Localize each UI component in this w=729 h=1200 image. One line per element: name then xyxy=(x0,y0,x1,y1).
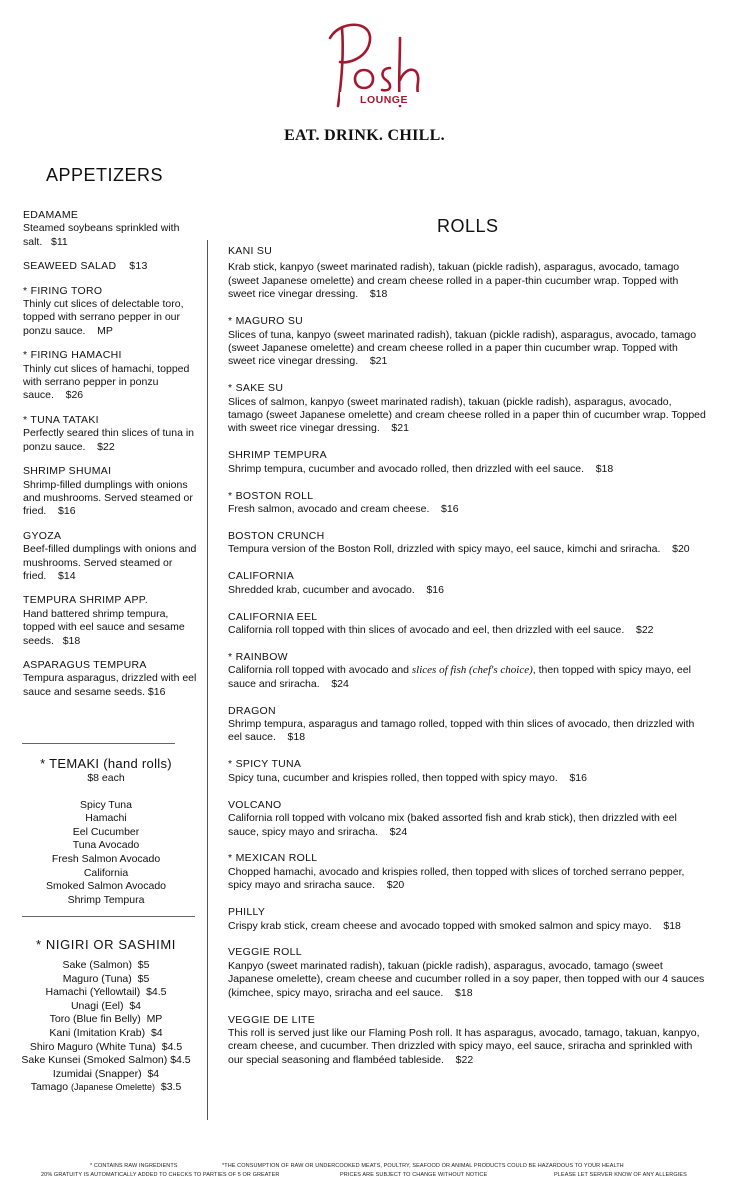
list-item: Smoked Salmon Avocado xyxy=(45,880,167,893)
item-desc: Thinly cut slices of hamachi, topped with serrano pepper in ponzu sauce. xyxy=(23,362,190,402)
item-price: $16 xyxy=(426,583,444,596)
list-item: Fresh Salmon Avocado xyxy=(51,852,161,865)
item-price: $13 xyxy=(129,260,148,273)
item-name: EDAMAME xyxy=(23,209,79,221)
item-desc: Tempura version of the Boston Roll, drizzled with spicy mayo, eel sauce, kimchi and sriracha. xyxy=(228,543,661,556)
section-divider xyxy=(22,743,175,744)
item-price: $4.5 xyxy=(170,1054,191,1067)
item-price: $4.5 xyxy=(146,986,167,999)
appetizers-list xyxy=(23,209,199,710)
item-name: VOLCANO xyxy=(228,798,282,811)
appetizer-item xyxy=(23,285,199,339)
item-name: Sake Kunsei (Smoked Salmon) xyxy=(21,1054,168,1067)
item-name: KANI SU xyxy=(228,245,273,257)
item-name: Hamachi (Yellowtail) xyxy=(45,986,141,999)
item-price: $22 xyxy=(635,624,654,637)
item-name: CALIFORNIA xyxy=(228,570,295,583)
appetizer-item xyxy=(23,209,199,249)
item-desc: California roll topped with volcano mix (baked assorted fish and krab stick), then drizzled with eel sauce, spicy mayo and sriracha. xyxy=(228,812,677,838)
list-item: California xyxy=(83,866,129,879)
item-name: Maguro (Tuna) xyxy=(62,972,132,985)
item-name: Kani (Imitation Krab) xyxy=(49,1026,146,1039)
item-desc: Shrimp tempura, cucumber and avocado rolled, then drizzled with eel sauce. xyxy=(228,462,585,475)
item-price: $24 xyxy=(331,677,349,690)
item-name: TEMPURA SHRIMP APP. xyxy=(23,594,148,607)
item-price: MP xyxy=(146,1013,163,1026)
temaki-section xyxy=(18,756,194,907)
item-price: $16 xyxy=(441,503,459,516)
list-item xyxy=(18,1081,194,1095)
appetizer-item xyxy=(23,594,199,648)
item-name: Toro (Blue fin Belly) xyxy=(49,1013,141,1026)
item-note: (Japanese Omelette) xyxy=(70,1082,156,1093)
item-price: $20 xyxy=(672,543,690,556)
item-desc: This roll is served just like our Flaming Posh roll. It has asparagus, avocado, tamago, takuan, kanpyo, cream cheese, and cucumber. Then drizzled with spicy mayo, eel sauce, sriracha and sprinkled with our special seasoning and flambéed tableside. xyxy=(228,1026,700,1066)
roll-item xyxy=(228,382,708,436)
item-desc: Perfectly seared thin slices of tuna in ponzu sauce. xyxy=(23,427,195,453)
item-desc: Shrimp-filled dumplings with onions and mushrooms. Served steamed or fried. xyxy=(23,478,193,518)
item-name: SHRIMP SHUMAI xyxy=(23,465,112,478)
footer-gratuity: 20% GRATUITY IS AUTOMATICALLY ADDED TO CHECKS TO PARTIES OF 5 OR GREATER xyxy=(41,1172,280,1178)
footer-prices: PRICES ARE SUBJECT TO CHANGE WITHOUT NOTICE xyxy=(340,1172,488,1178)
item-name: CALIFORNIA EEL xyxy=(228,610,318,623)
item-price: $21 xyxy=(369,355,388,368)
item-price: $4 xyxy=(147,1067,160,1080)
roll-item xyxy=(228,490,708,517)
item-name: GYOZA xyxy=(23,529,62,542)
item-desc: Crispy krab stick, cream cheese and avocado topped with smoked salmon and spicy mayo. xyxy=(228,919,652,932)
rolls-list xyxy=(228,245,708,1081)
item-name: SHRIMP TEMPURA xyxy=(228,449,327,462)
roll-item xyxy=(228,906,708,933)
item-price: $24 xyxy=(389,825,408,838)
item-desc: Slices of tuna, kanpyo (sweet marinated radish), takuan (pickle radish), asparagus, avocado, tamago (sweet Japanese omelette) and cream cheese rolled in a paper thin cucumber wrap. Topped with sweet rice vinegar dressing. xyxy=(228,328,697,368)
item-price: $26 xyxy=(65,389,84,402)
list-item xyxy=(18,1054,194,1068)
item-name: Unagi (Eel) xyxy=(70,999,124,1012)
item-desc: Slices of salmon, kanpyo (sweet marinated radish), takuan (pickle radish), asparagus, avocado, tamago (sweet Japanese omelette) and cream cheese rolled in a paper thin of cucumber wrap. Topped with sweet rice vinegar dressing. xyxy=(228,395,706,435)
appetizer-item xyxy=(23,349,199,403)
item-price: $4 xyxy=(129,999,142,1012)
roll-item xyxy=(228,449,708,476)
list-item xyxy=(18,1068,194,1082)
item-price: $16 xyxy=(569,771,587,784)
footer-consumption: *THE CONSUMPTION OF RAW OR UNDERCOOKED MEATS, POULTRY, SEAFOOD OR ANIMAL PRODUCTS COULD BE HAZARDOUS TO YOUR HEALTH xyxy=(222,1163,624,1169)
item-price: MP xyxy=(97,324,113,337)
item-price: $5 xyxy=(137,972,150,985)
item-desc: Shredded krab, cucumber and avocado. xyxy=(228,583,415,596)
item-name: BOSTON CRUNCH xyxy=(228,530,325,542)
item-name: Tamago xyxy=(30,1081,69,1094)
appetizer-item xyxy=(23,530,199,584)
list-item: Spicy Tuna xyxy=(80,798,132,811)
roll-item xyxy=(228,1014,708,1068)
item-name: DRAGON xyxy=(228,704,276,717)
item-price: $3.5 xyxy=(160,1081,182,1094)
item-desc: California roll topped with thin slices of avocado and eel, then drizzled with eel sauce. xyxy=(228,624,625,637)
temaki-price: $8 each xyxy=(87,772,125,784)
item-price: $16 xyxy=(58,505,76,518)
roll-item xyxy=(228,852,708,892)
item-name: * SPICY TUNA xyxy=(228,758,302,771)
logo-sub-text: LOUNGE xyxy=(360,94,408,106)
item-desc: Kanpyo (sweet marinated radish), takuan (pickle radish), asparagus, avocado, tamago (sweet Japanese omelette), cream cheese and cucumber rolled in a soy paper, then topped with our 4 sauces (kimchee, spicy mayo, sriracha and eel sauce. xyxy=(228,959,705,999)
item-price: $11 xyxy=(51,235,68,248)
list-item: Hamachi xyxy=(85,812,127,825)
item-desc: Thinly cut slices of delectable toro, topped with serrano pepper in our ponzu sauce. xyxy=(23,298,184,337)
item-desc: Chopped hamachi, avocado and krispies rolled, then topped with slices of torched serrano pepper, spicy mayo and sriracha sauce. xyxy=(228,865,685,892)
appetizer-item xyxy=(23,659,199,699)
item-price: $5 xyxy=(137,959,150,971)
roll-item xyxy=(228,315,708,369)
item-price: $4 xyxy=(150,1026,163,1039)
item-price: $18 xyxy=(663,919,681,932)
appetizer-item xyxy=(23,414,199,454)
list-item: Eel Cucumber xyxy=(72,825,140,838)
appetizer-item xyxy=(23,260,199,273)
item-desc: California roll topped with avocado and xyxy=(228,664,409,677)
appetizer-item xyxy=(23,465,199,519)
roll-item xyxy=(228,705,708,745)
footer-allergies: PLEASE LET SERVER KNOW OF ANY ALLERGIES xyxy=(554,1172,687,1178)
list-item: Tuna Avocado xyxy=(72,839,140,852)
item-name: * FIRING HAMACHI xyxy=(23,349,122,362)
item-price: $22 xyxy=(455,1053,474,1066)
temaki-title: * TEMAKI (hand rolls) xyxy=(40,756,172,771)
item-desc: Shrimp tempura, asparagus and tamago rolled, topped with thin slices of avocado, then drizzled with eel sauce. xyxy=(228,718,695,744)
item-price: $14 xyxy=(58,569,76,582)
item-name: PHILLY xyxy=(228,906,266,919)
roll-item xyxy=(228,799,708,839)
roll-item xyxy=(228,611,708,638)
item-name: * BOSTON ROLL xyxy=(228,489,314,502)
item-name: * RAINBOW xyxy=(228,650,288,663)
item-desc: Spicy tuna, cucumber and krispies rolled, then topped with spicy mayo. xyxy=(228,771,558,784)
list-item: Shrimp Tempura xyxy=(67,893,145,906)
nigiri-title: * NIGIRI OR SASHIMI xyxy=(36,937,176,952)
roll-item xyxy=(228,245,708,302)
item-price: $18 xyxy=(455,986,473,999)
list-item xyxy=(18,986,194,1000)
list-item xyxy=(18,1013,194,1027)
appetizers-title: APPETIZERS xyxy=(46,165,164,185)
item-desc: Steamed soybeans sprinkled with salt. xyxy=(23,222,180,248)
list-item xyxy=(18,1000,194,1014)
item-desc: Tempura asparagus, drizzled with eel sauce and sesame seeds. xyxy=(23,672,197,698)
roll-item xyxy=(228,530,708,557)
item-price: $18 xyxy=(595,462,614,475)
item-price: $18 xyxy=(62,634,81,647)
item-desc-italic: slices of fish (chef's choice) xyxy=(411,664,533,677)
roll-item xyxy=(228,651,708,691)
item-desc: Krab stick, kanpyo (sweet marinated radish), takuan (pickle radish), asparagus, avocado, tamago (sweet Japanese omelette) and cream cheese rolled in a paper-thin cucumber wrap. Topped with sweet rice vinegar dressing. xyxy=(228,261,680,301)
item-name: Izumidai (Snapper) xyxy=(52,1067,142,1080)
item-price: $18 xyxy=(369,288,388,301)
item-name: * SAKE SU xyxy=(228,382,284,395)
item-desc: Hand battered shrimp tempura, topped with eel sauce and sesame seeds. xyxy=(23,607,185,647)
item-desc: Beef-filled dumplings with onions and mushrooms. Served steamed or fried. xyxy=(23,543,197,582)
list-item xyxy=(18,973,194,987)
item-name: * TUNA TATAKI xyxy=(23,413,99,426)
section-divider xyxy=(22,916,195,917)
item-name: VEGGIE ROLL xyxy=(228,946,302,959)
item-desc-cont: , then topped with spicy mayo, eel sauce and sriracha. xyxy=(228,664,691,690)
item-price: $22 xyxy=(97,440,115,453)
list-item xyxy=(18,1041,194,1055)
footer-raw: * CONTAINS RAW INGREDIENTS xyxy=(90,1163,178,1169)
item-name: Shiro Maguro (White Tuna) xyxy=(29,1040,156,1053)
item-name: * MEXICAN ROLL xyxy=(228,852,318,865)
item-price: $18 xyxy=(287,731,306,744)
list-item xyxy=(18,959,194,973)
item-price: $21 xyxy=(391,422,409,435)
item-price: $20 xyxy=(386,879,405,892)
item-name: * MAGURO SU xyxy=(228,315,304,328)
column-divider xyxy=(207,240,208,1120)
item-desc: Fresh salmon, avocado and cream cheese. xyxy=(228,503,430,516)
roll-item xyxy=(228,570,708,597)
item-name: SEAWEED SALAD xyxy=(23,260,117,273)
item-name: * FIRING TORO xyxy=(23,284,103,297)
item-price: $16 xyxy=(147,685,166,698)
item-name: ASPARAGUS TEMPURA xyxy=(23,658,147,671)
roll-item xyxy=(228,946,708,1000)
rolls-title: ROLLS xyxy=(437,216,499,236)
roll-item xyxy=(228,758,708,785)
item-name: Sake (Salmon) xyxy=(62,959,132,971)
tagline: EAT. DRINK. CHILL. xyxy=(284,127,445,144)
item-price: $4.5 xyxy=(161,1040,183,1053)
nigiri-section xyxy=(18,937,194,1095)
item-name: VEGGIE DE LITE xyxy=(228,1013,316,1026)
posh-lounge-logo xyxy=(320,18,430,118)
list-item xyxy=(18,1027,194,1041)
